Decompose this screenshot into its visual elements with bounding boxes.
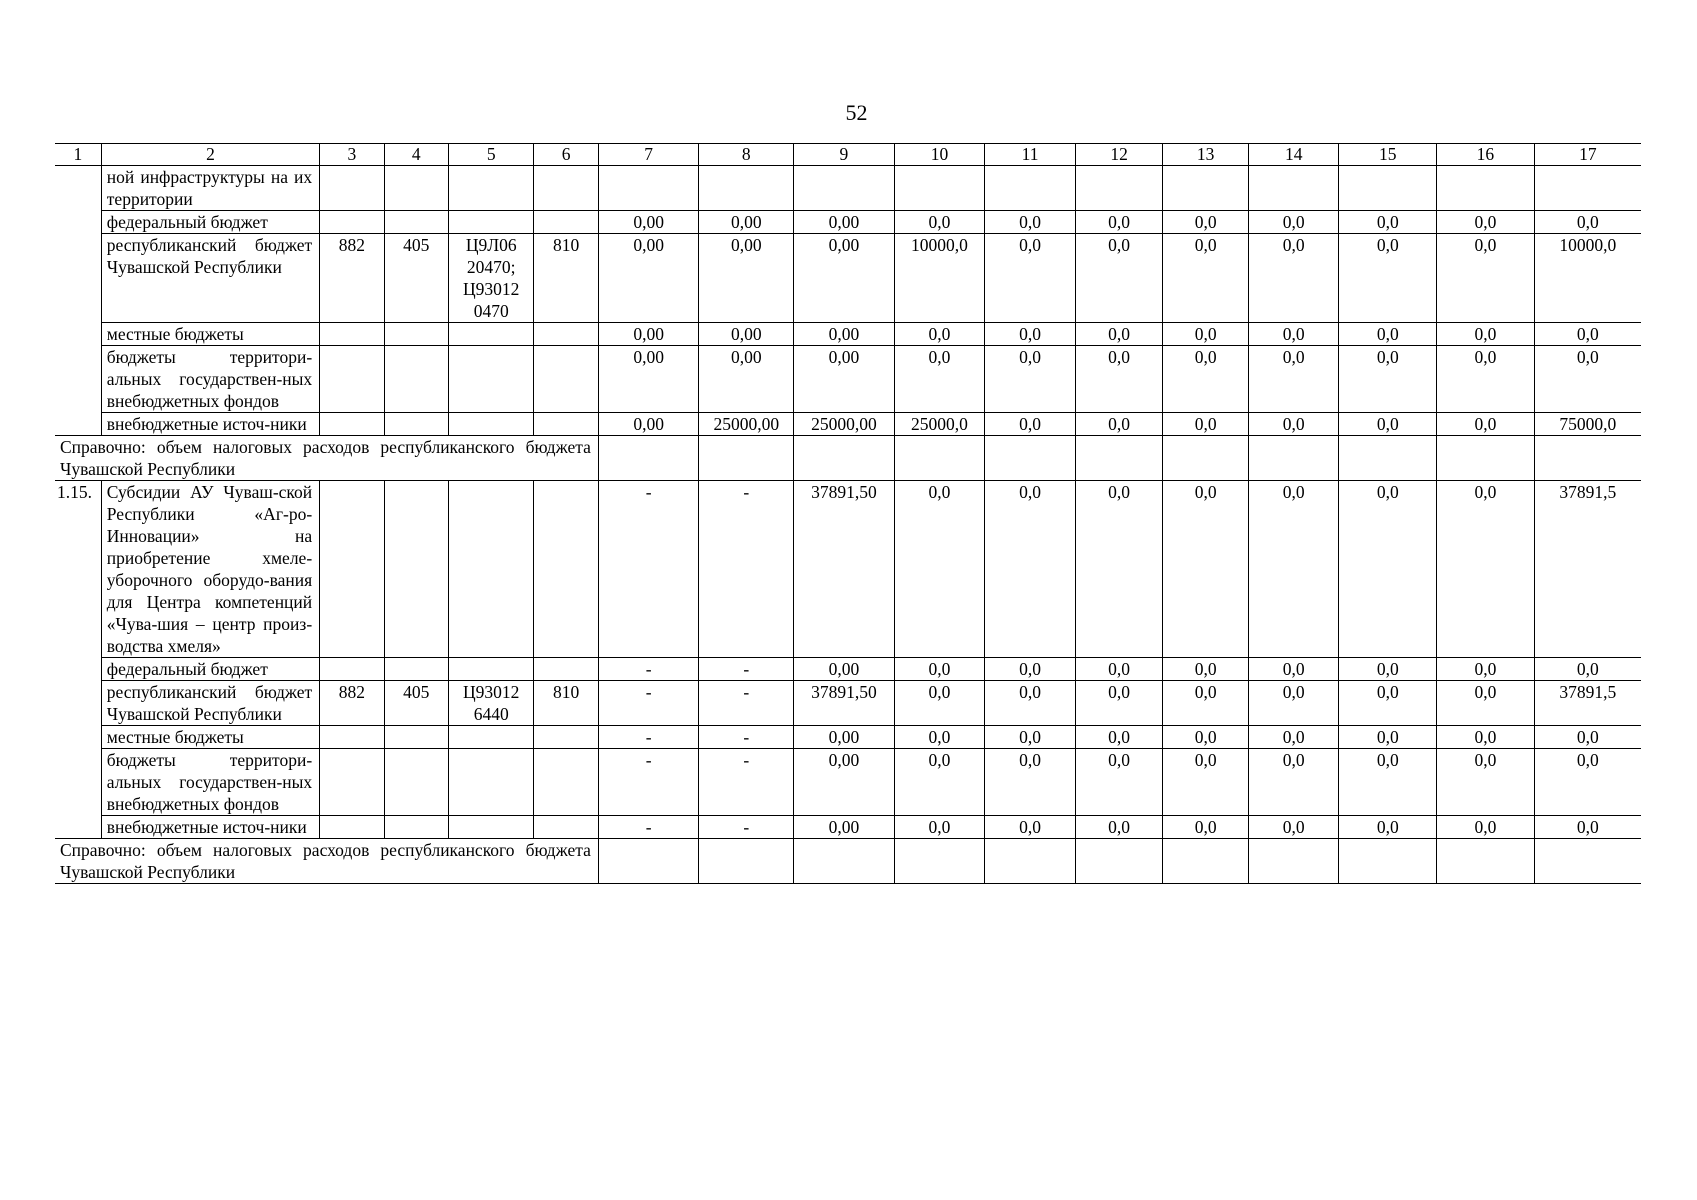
value-cell: 0,0 <box>1248 234 1339 323</box>
value-cell: 0,0 <box>985 211 1076 234</box>
value-cell: 0,00 <box>598 211 699 234</box>
empty-cell <box>894 839 985 884</box>
table-row <box>55 323 1641 346</box>
empty-cell <box>1248 166 1339 211</box>
source-name: бюджеты территори-альных государствен-ных внебюджетных фондов <box>101 346 319 413</box>
gov-code-cell <box>320 726 384 749</box>
column-header: 10 <box>894 144 985 166</box>
empty-cell <box>1163 166 1249 211</box>
value-cell: 0,0 <box>1437 816 1535 839</box>
column-header: 7 <box>598 144 699 166</box>
note-row <box>55 839 1641 884</box>
value-cell: 0,0 <box>1339 346 1437 413</box>
empty-cell <box>598 436 699 481</box>
value-cell: 0,0 <box>894 749 985 816</box>
value-cell: 0,0 <box>1339 211 1437 234</box>
value-cell: 0,0 <box>1248 323 1339 346</box>
value-cell: 0,0 <box>894 681 985 726</box>
empty-cell <box>699 839 794 884</box>
value-cell: 0,0 <box>1437 234 1535 323</box>
empty-cell <box>985 436 1076 481</box>
value-cell: 0,0 <box>1534 816 1641 839</box>
value-cell: 25000,00 <box>699 413 794 436</box>
empty-cell <box>894 436 985 481</box>
value-cell: 0,0 <box>1163 658 1249 681</box>
empty-cell <box>1163 839 1249 884</box>
empty-cell <box>384 481 448 658</box>
target-code-cell <box>448 211 534 234</box>
gov-code-cell <box>320 816 384 839</box>
column-header: 17 <box>1534 144 1641 166</box>
value-cell: - <box>598 658 699 681</box>
section-code-cell <box>384 211 448 234</box>
column-header: 13 <box>1163 144 1249 166</box>
budget-table <box>55 143 1641 884</box>
value-cell: 0,0 <box>1075 749 1163 816</box>
value-cell: 0,00 <box>794 211 895 234</box>
empty-cell <box>1534 436 1641 481</box>
column-header: 2 <box>101 144 319 166</box>
table-row <box>55 816 1641 839</box>
table-row <box>55 658 1641 681</box>
value-cell: 0,0 <box>1534 346 1641 413</box>
value-cell: 0,0 <box>1248 413 1339 436</box>
value-cell: 0,0 <box>985 346 1076 413</box>
value-cell: - <box>699 816 794 839</box>
value-cell: 0,00 <box>794 346 895 413</box>
column-header: 11 <box>985 144 1076 166</box>
value-cell: 0,0 <box>1075 323 1163 346</box>
value-cell: 25000,0 <box>894 413 985 436</box>
gov-code-cell <box>320 749 384 816</box>
value-cell: 0,0 <box>894 346 985 413</box>
value-cell: 0,0 <box>1534 211 1641 234</box>
empty-cell <box>699 436 794 481</box>
value-cell: 0,00 <box>794 726 895 749</box>
empty-cell <box>1248 436 1339 481</box>
source-name: республиканский бюджет Чувашской Республики <box>101 681 319 726</box>
value-cell: 0,0 <box>1248 726 1339 749</box>
value-cell: - <box>699 481 794 658</box>
column-header: 1 <box>55 144 101 166</box>
event-title: Субсидии АУ Чуваш-ской Республики «Аг-ро-Инновации» на приобретение хмеле-уборочного оборудо-вания для Центра компетенций «Чува-шия – центр произ-водства хмеля» <box>101 481 319 658</box>
column-header: 4 <box>384 144 448 166</box>
value-cell: 0,0 <box>1437 413 1535 436</box>
gov-code-cell <box>320 211 384 234</box>
value-cell: 0,0 <box>1163 211 1249 234</box>
value-cell: 0,00 <box>794 816 895 839</box>
gov-code-cell <box>320 413 384 436</box>
gov-code-cell: 882 <box>320 681 384 726</box>
empty-cell <box>320 166 384 211</box>
value-cell: 0,0 <box>1437 323 1535 346</box>
empty-cell <box>598 839 699 884</box>
value-cell: 37891,50 <box>794 681 895 726</box>
value-cell: 0,0 <box>1163 816 1249 839</box>
value-cell: 0,0 <box>1437 681 1535 726</box>
expense-type-cell <box>534 323 598 346</box>
value-cell: 0,0 <box>985 413 1076 436</box>
note-row <box>55 436 1641 481</box>
empty-cell <box>1163 436 1249 481</box>
empty-cell <box>1339 436 1437 481</box>
value-cell: 0,0 <box>985 726 1076 749</box>
empty-cell <box>1534 839 1641 884</box>
value-cell: 0,0 <box>985 234 1076 323</box>
empty-cell <box>699 166 794 211</box>
value-cell: - <box>598 726 699 749</box>
empty-cell <box>1437 166 1535 211</box>
value-cell: 10000,0 <box>1534 234 1641 323</box>
value-cell: 0,00 <box>598 234 699 323</box>
value-cell: 0,0 <box>985 323 1076 346</box>
value-cell: 75000,0 <box>1534 413 1641 436</box>
section-code-cell <box>384 749 448 816</box>
value-cell: 37891,5 <box>1534 481 1641 658</box>
value-cell: 0,0 <box>1248 681 1339 726</box>
empty-cell <box>1437 436 1535 481</box>
value-cell: 0,0 <box>985 481 1076 658</box>
empty-cell <box>794 839 895 884</box>
empty-cell <box>448 166 534 211</box>
value-cell: 0,00 <box>699 211 794 234</box>
value-cell: 0,0 <box>1437 481 1535 658</box>
value-cell: 0,0 <box>1339 323 1437 346</box>
value-cell: 0,0 <box>1075 658 1163 681</box>
value-cell: 0,0 <box>894 323 985 346</box>
value-cell: 0,00 <box>699 346 794 413</box>
empty-cell <box>1248 839 1339 884</box>
value-cell: 0,0 <box>985 816 1076 839</box>
value-cell: 0,0 <box>1437 211 1535 234</box>
source-name: республиканский бюджет Чувашской Республики <box>101 234 319 323</box>
value-cell: 0,0 <box>1248 481 1339 658</box>
target-code-cell <box>448 749 534 816</box>
source-name: внебюджетные источ-ники <box>101 413 319 436</box>
expense-type-cell <box>534 749 598 816</box>
empty-cell <box>794 166 895 211</box>
table-row <box>55 726 1641 749</box>
empty-cell <box>534 166 598 211</box>
value-cell: 0,0 <box>1437 346 1535 413</box>
target-code-cell <box>448 726 534 749</box>
column-header: 3 <box>320 144 384 166</box>
page-number: 52 <box>845 100 868 125</box>
value-cell: 37891,50 <box>794 481 895 658</box>
column-header: 12 <box>1075 144 1163 166</box>
value-cell: 0,0 <box>1075 413 1163 436</box>
gov-code-cell: 882 <box>320 234 384 323</box>
target-code-cell <box>448 816 534 839</box>
value-cell: 0,00 <box>794 658 895 681</box>
value-cell: 0,0 <box>1163 346 1249 413</box>
table-row <box>55 413 1641 436</box>
section-code-cell: 405 <box>384 234 448 323</box>
value-cell: 0,0 <box>985 681 1076 726</box>
value-cell: 0,00 <box>794 234 895 323</box>
value-cell: 0,0 <box>1075 816 1163 839</box>
value-cell: 0,0 <box>1339 481 1437 658</box>
value-cell: 0,0 <box>894 816 985 839</box>
expense-type-cell <box>534 658 598 681</box>
value-cell: - <box>699 658 794 681</box>
value-cell: 0,0 <box>985 749 1076 816</box>
value-cell: 0,0 <box>1534 658 1641 681</box>
table-row <box>55 681 1641 726</box>
column-header: 16 <box>1437 144 1535 166</box>
source-name: бюджеты территори-альных государствен-ных внебюджетных фондов <box>101 749 319 816</box>
value-cell: 0,0 <box>1534 323 1641 346</box>
empty-cell <box>1075 166 1163 211</box>
empty-cell <box>794 436 895 481</box>
empty-cell <box>1339 166 1437 211</box>
value-cell: - <box>598 481 699 658</box>
table-row <box>55 749 1641 816</box>
target-code-cell <box>448 323 534 346</box>
value-cell: 0,0 <box>1339 681 1437 726</box>
empty-cell <box>985 166 1076 211</box>
empty-cell <box>1534 166 1641 211</box>
row-index <box>55 166 101 436</box>
value-cell: 0,0 <box>1163 413 1249 436</box>
value-cell: 0,0 <box>1248 211 1339 234</box>
value-cell: 0,00 <box>699 323 794 346</box>
value-cell: 0,0 <box>1437 749 1535 816</box>
value-cell: 0,0 <box>1339 413 1437 436</box>
target-code-cell: Ц9Л06 20470; Ц93012 0470 <box>448 234 534 323</box>
value-cell: - <box>598 816 699 839</box>
column-header: 8 <box>699 144 794 166</box>
table-row <box>55 346 1641 413</box>
value-cell: 0,0 <box>1075 211 1163 234</box>
value-cell: - <box>699 726 794 749</box>
value-cell: 0,0 <box>1339 726 1437 749</box>
value-cell: 0,0 <box>1163 726 1249 749</box>
value-cell: - <box>699 749 794 816</box>
empty-cell <box>384 166 448 211</box>
source-name: местные бюджеты <box>101 323 319 346</box>
section-code-cell <box>384 323 448 346</box>
value-cell: - <box>598 749 699 816</box>
value-cell: 0,0 <box>1248 749 1339 816</box>
value-cell: 0,0 <box>1163 681 1249 726</box>
empty-cell <box>985 839 1076 884</box>
empty-cell <box>1075 436 1163 481</box>
value-cell: 0,0 <box>1248 346 1339 413</box>
value-cell: 0,0 <box>1163 323 1249 346</box>
value-cell: 0,0 <box>1534 749 1641 816</box>
expense-type-cell <box>534 413 598 436</box>
reference-note: Справочно: объем налоговых расходов республиканского бюджета Чувашской Республики <box>55 839 598 884</box>
section-code-cell <box>384 726 448 749</box>
value-cell: 0,0 <box>1075 726 1163 749</box>
value-cell: 10000,0 <box>894 234 985 323</box>
table-row <box>55 211 1641 234</box>
expense-type-cell: 810 <box>534 234 598 323</box>
event-title: ной инфраструктуры на их территории <box>101 166 319 211</box>
value-cell: 0,00 <box>598 413 699 436</box>
empty-cell <box>1437 839 1535 884</box>
value-cell: 0,0 <box>1339 234 1437 323</box>
value-cell: 0,0 <box>894 658 985 681</box>
value-cell: 37891,5 <box>1534 681 1641 726</box>
empty-cell <box>320 481 384 658</box>
value-cell: 0,0 <box>894 726 985 749</box>
value-cell: 0,0 <box>1534 726 1641 749</box>
source-name: федеральный бюджет <box>101 211 319 234</box>
source-name: федеральный бюджет <box>101 658 319 681</box>
value-cell: 0,0 <box>985 658 1076 681</box>
table-row <box>55 234 1641 323</box>
gov-code-cell <box>320 658 384 681</box>
column-header: 9 <box>794 144 895 166</box>
value-cell: 0,0 <box>1163 234 1249 323</box>
value-cell: 25000,00 <box>794 413 895 436</box>
source-name: внебюджетные источ-ники <box>101 816 319 839</box>
source-name: местные бюджеты <box>101 726 319 749</box>
value-cell: 0,00 <box>794 323 895 346</box>
empty-cell <box>1075 839 1163 884</box>
target-code-cell <box>448 658 534 681</box>
column-header: 15 <box>1339 144 1437 166</box>
gov-code-cell <box>320 346 384 413</box>
column-header: 5 <box>448 144 534 166</box>
section-code-cell <box>384 413 448 436</box>
value-cell: 0,00 <box>598 323 699 346</box>
header-row <box>55 144 1641 166</box>
value-cell: - <box>699 681 794 726</box>
gov-code-cell <box>320 323 384 346</box>
empty-cell <box>598 166 699 211</box>
value-cell: 0,0 <box>1339 749 1437 816</box>
value-cell: 0,00 <box>794 749 895 816</box>
section-code-cell: 405 <box>384 681 448 726</box>
value-cell: 0,0 <box>894 211 985 234</box>
section-code-cell <box>384 658 448 681</box>
value-cell: 0,0 <box>1248 658 1339 681</box>
reference-note: Справочно: объем налоговых расходов республиканского бюджета Чувашской Республики <box>55 436 598 481</box>
section-code-cell <box>384 346 448 413</box>
expense-type-cell: 810 <box>534 681 598 726</box>
value-cell: 0,0 <box>1075 681 1163 726</box>
section-code-cell <box>384 816 448 839</box>
table-row <box>55 481 1641 658</box>
value-cell: 0,0 <box>1163 749 1249 816</box>
expense-type-cell <box>534 211 598 234</box>
table-row <box>55 166 1641 211</box>
value-cell: 0,0 <box>1437 658 1535 681</box>
value-cell: 0,0 <box>1075 346 1163 413</box>
value-cell: 0,0 <box>1163 481 1249 658</box>
empty-cell <box>894 166 985 211</box>
empty-cell <box>1339 839 1437 884</box>
target-code-cell <box>448 413 534 436</box>
empty-cell <box>534 481 598 658</box>
row-index: 1.15. <box>55 481 101 839</box>
value-cell: 0,0 <box>1248 816 1339 839</box>
expense-type-cell <box>534 346 598 413</box>
value-cell: 0,0 <box>1437 726 1535 749</box>
value-cell: 0,0 <box>1075 481 1163 658</box>
value-cell: 0,0 <box>1339 816 1437 839</box>
target-code-cell: Ц93012 6440 <box>448 681 534 726</box>
value-cell: 0,0 <box>894 481 985 658</box>
value-cell: 0,0 <box>1339 658 1437 681</box>
empty-cell <box>448 481 534 658</box>
expense-type-cell <box>534 726 598 749</box>
column-header: 14 <box>1248 144 1339 166</box>
value-cell: - <box>598 681 699 726</box>
target-code-cell <box>448 346 534 413</box>
value-cell: 0,00 <box>699 234 794 323</box>
value-cell: 0,00 <box>598 346 699 413</box>
expense-type-cell <box>534 816 598 839</box>
column-header: 6 <box>534 144 598 166</box>
value-cell: 0,0 <box>1075 234 1163 323</box>
